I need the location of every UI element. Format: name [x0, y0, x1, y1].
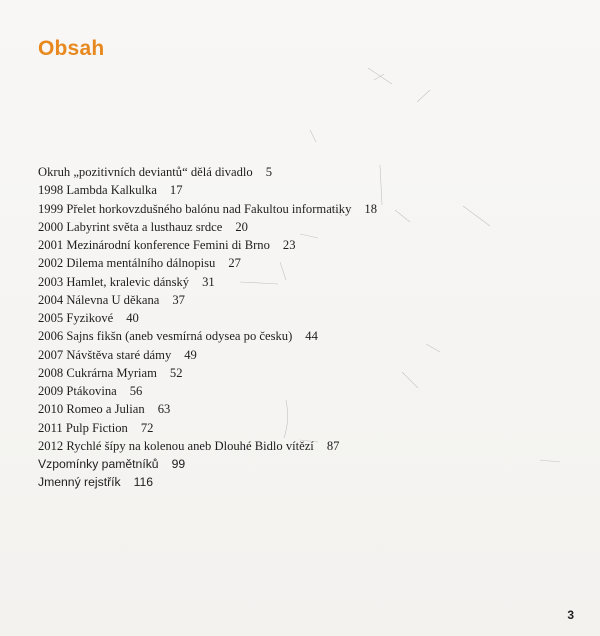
- toc-entry: [38, 273, 377, 291]
- toc-entry: [38, 382, 377, 400]
- toc-entry-page: 27: [228, 256, 241, 271]
- toc-entry-title: 1999 Přelet horkovzdušného balónu nad Fakultou informatiky: [38, 201, 352, 216]
- toc-entry: [38, 200, 377, 218]
- toc-entry-page: 52: [169, 365, 183, 380]
- toc-entry: [38, 163, 377, 181]
- toc-entry-page: 5: [265, 165, 273, 179]
- toc-entry-title: 2005 Fyzikové: [38, 311, 114, 325]
- toc-entry-page: 40: [126, 311, 139, 325]
- toc-entry: [38, 181, 377, 199]
- toc-entry-title: 2010 Romeo a Julian: [38, 402, 145, 417]
- toc-entry-title: Okruh „pozitivních deviantů“ dělá divadlo: [38, 165, 253, 179]
- toc-entry-title: Jmenný rejstřík: [38, 475, 121, 490]
- page-number: 3: [567, 608, 574, 622]
- toc-entry: [38, 254, 377, 272]
- toc-entry: [38, 218, 377, 236]
- toc-entry-page: 72: [140, 420, 154, 435]
- toc-entry-title: 2012 Rychlé šípy na kolenou aneb Dlouhé Bidlo vítězí: [38, 438, 314, 453]
- toc-entry-page: 20: [235, 219, 248, 234]
- toc-entry-title: 2003 Hamlet, kralevic dánský: [38, 274, 190, 289]
- toc-entry-page: 63: [157, 402, 171, 417]
- toc-entry: [38, 400, 377, 418]
- toc-entry-title: 2009 Ptákovina: [38, 384, 117, 398]
- toc-entry-page: 18: [364, 201, 377, 216]
- toc-entry-page: 87: [326, 438, 340, 453]
- toc-entry-page: 17: [169, 183, 183, 198]
- contents-heading: Obsah: [38, 37, 105, 60]
- toc-entry-title: 2000 Labyrint světa a lusthauz srdce: [38, 219, 223, 234]
- toc-entry: [38, 473, 377, 491]
- toc-entry-page: 49: [184, 347, 197, 362]
- table-of-contents: [38, 163, 377, 492]
- toc-entry: [38, 346, 377, 364]
- toc-entry: [38, 236, 377, 254]
- toc-entry: [38, 291, 377, 309]
- toc-entry-title: 2002 Dilema mentálního dálnopisu: [38, 256, 216, 271]
- toc-entry-page: 37: [172, 292, 185, 307]
- toc-entry: [38, 437, 377, 455]
- toc-entry-title: Vzpomínky pamětníků: [38, 457, 159, 471]
- toc-entry-page: 116: [133, 475, 154, 490]
- toc-entry-page: 23: [282, 238, 296, 252]
- toc-entry-title: 2006 Sajns fikšn (aneb vesmírná odysea po česku): [38, 329, 293, 344]
- toc-entry-page: 31: [202, 274, 215, 289]
- toc-entry-page: 99: [171, 457, 186, 471]
- toc-entry: [38, 455, 377, 473]
- toc-entry-page: 56: [129, 384, 143, 398]
- toc-entry-title: 1998 Lambda Kalkulka: [38, 183, 157, 198]
- toc-entry-title: 2007 Návštěva staré dámy: [38, 347, 172, 362]
- toc-entry-title: 2004 Nálevna U děkana: [38, 292, 160, 307]
- toc-entry-title: 2011 Pulp Fiction: [38, 420, 128, 435]
- toc-entry: [38, 419, 377, 437]
- toc-entry: [38, 309, 377, 327]
- toc-entry-title: 2001 Mezinárodní konference Femini di Brno: [38, 238, 270, 252]
- toc-entry: [38, 364, 377, 382]
- toc-entry: [38, 327, 377, 345]
- toc-entry-title: 2008 Cukrárna Myriam: [38, 365, 157, 380]
- toc-entry-page: 44: [305, 329, 318, 344]
